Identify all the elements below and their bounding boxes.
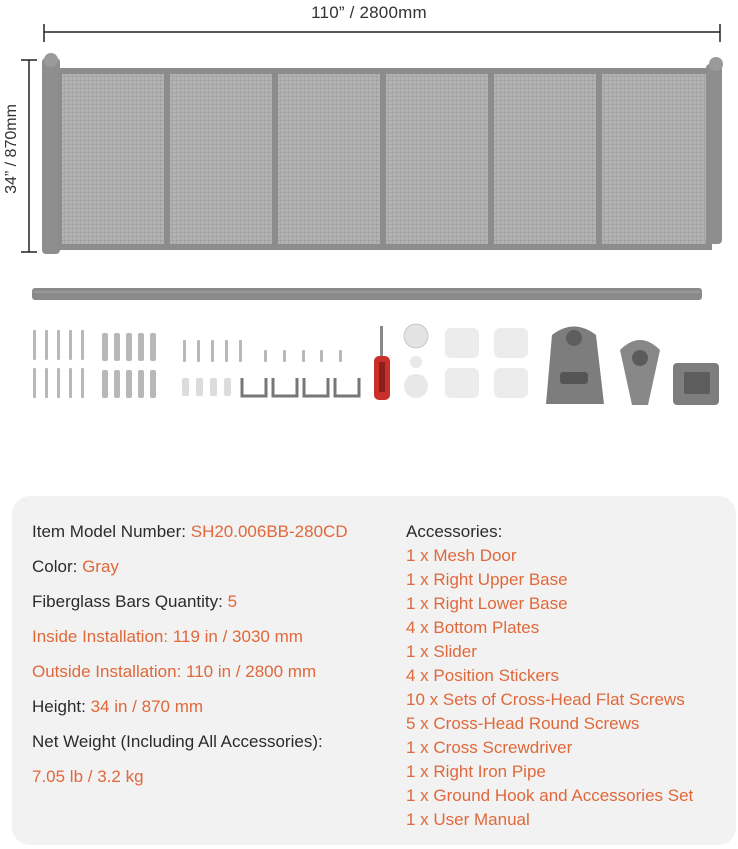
iron-pipe [32, 288, 702, 300]
net-weight-value: 7.05 lb / 3.2 kg [32, 767, 144, 786]
outside-installation-label: Outside Installation: [32, 662, 187, 681]
accessory-item: 1 x Mesh Door [406, 546, 517, 565]
inside-installation-label: Inside Installation: [32, 627, 173, 646]
bars-quantity-value: 5 [227, 592, 238, 611]
bars-quantity-row [32, 592, 237, 612]
net-weight-label: Net Weight (Including All Accessories): [32, 732, 323, 751]
accessory-item: 1 x Right Upper Base [406, 570, 568, 589]
outside-installation-value: 110 in / 2800 mm [186, 662, 317, 681]
height-value: 34 in / 870 mm [90, 697, 204, 716]
accessory-item: 1 x User Manual [406, 810, 530, 829]
accessory-item: 5 x Cross-Head Round Screws [406, 714, 640, 733]
ground-hook-set [673, 363, 719, 405]
accessory-item: 1 x Cross Screwdriver [406, 738, 573, 757]
inside-installation-value: 119 in / 3030 mm [172, 627, 303, 646]
right-lower-base [620, 340, 660, 405]
color-value: Gray [82, 557, 119, 576]
accessory-item: 1 x Right Iron Pipe [406, 762, 546, 781]
model-number-row [32, 522, 348, 542]
height-dimension-label: 34” / 870mm [3, 104, 20, 194]
height-row [32, 697, 203, 717]
height-dimension-line [21, 60, 37, 252]
mesh-door-gate [42, 53, 723, 254]
net-weight-row [32, 732, 323, 752]
bottom-plates [242, 378, 359, 396]
accessory-item: 1 x Right Lower Base [406, 594, 568, 613]
accessory-item: 1 x Ground Hook and Accessories Set [406, 786, 694, 805]
specifications-panel [12, 496, 736, 845]
model-number-value: SH20.006BB-280CD [190, 522, 348, 541]
accessory-item: 1 x Slider [406, 642, 477, 661]
height-label: Height: [32, 697, 91, 716]
inside-installation-row [32, 627, 303, 647]
width-dimension-label: 110” / 2800mm [311, 3, 427, 22]
model-number-label: Item Model Number: [32, 522, 191, 541]
slider-and-stickers [404, 324, 528, 398]
color-row [32, 557, 119, 577]
accessory-item: 4 x Position Stickers [406, 666, 560, 685]
accessory-item: 4 x Bottom Plates [406, 618, 540, 637]
right-upper-base [546, 327, 604, 405]
screwdriver [374, 326, 390, 400]
color-label: Color: [32, 557, 83, 576]
width-dimension-line [44, 24, 720, 42]
bars-quantity-label: Fiberglass Bars Quantity: [32, 592, 228, 611]
outside-installation-row [32, 662, 316, 682]
accessories-title: Accessories: [406, 522, 503, 541]
accessory-item: 10 x Sets of Cross-Head Flat Screws [406, 690, 685, 709]
